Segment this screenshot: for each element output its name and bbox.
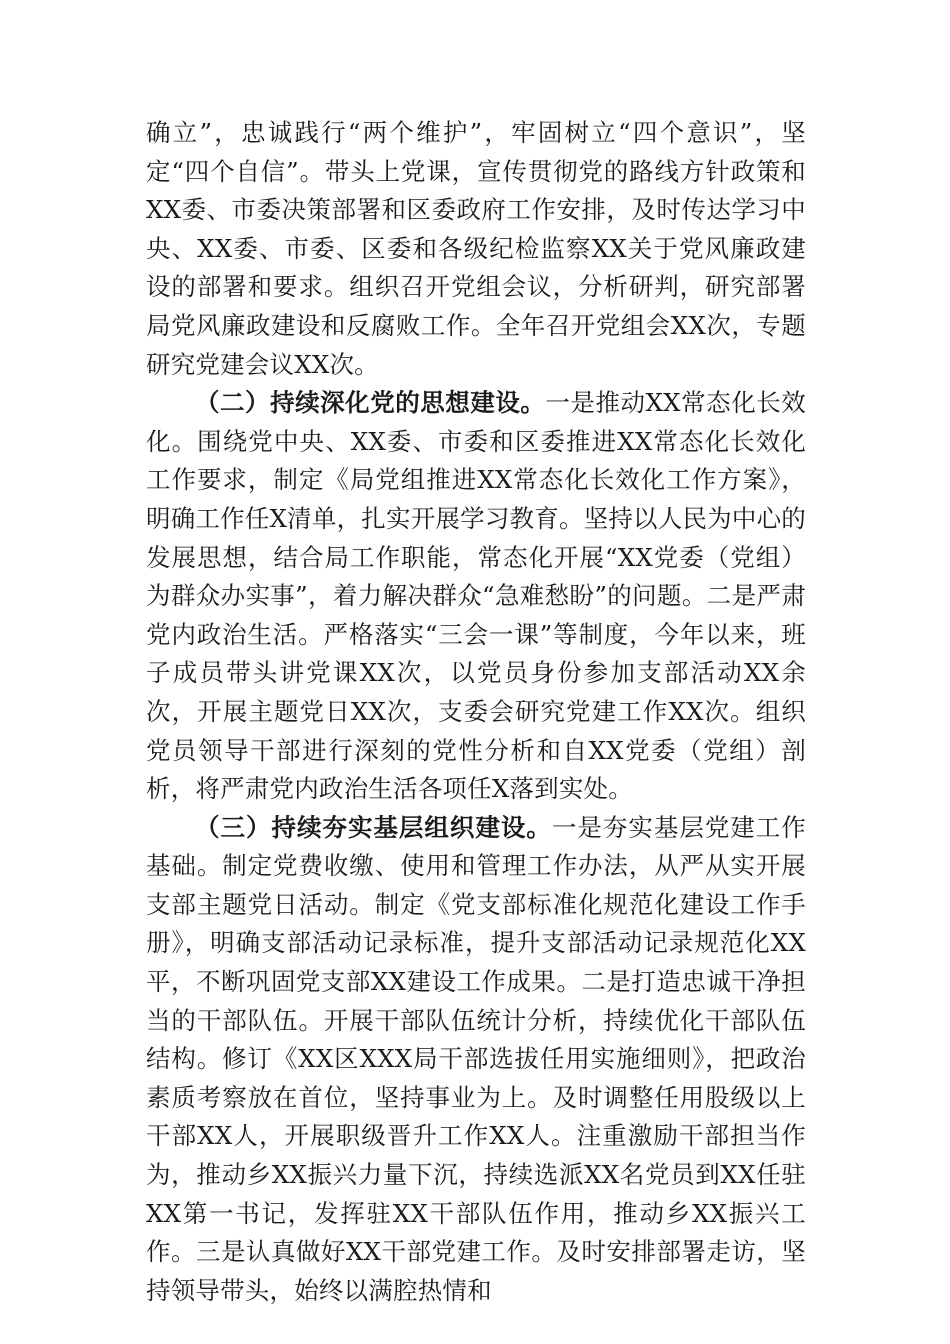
paragraph-text: 一是推动XX常态化长效化。围绕党中央、XX委、市委和区委推进XX常态化长效化工作要求，制定《局党组推进XX常态化长效化工作方案》，明确工作任X清单，扎实开展学习教育。坚持以人民为中心的发展思想，结合局工作职能，常态化开展“XX党委（党组）为群众办实事”，着力解决群众“急难愁盼”的问题。二是严肃党内政治生活。严格落实“三会一课”等制度，今年以来，班子成员带头讲党课XX次，以党员身份参加支部活动XX余次，开展主题党日XX次，支委会研究党建工作XX次。组织党员领导干部进行深刻的党性分析和自XX党委（党组）剖析，将严肃党内政治生活各项任X落到实处。 bbox=[146, 388, 806, 804]
section-heading: （三）持续夯实基层组织建设。 bbox=[195, 812, 552, 842]
paragraph-section-three bbox=[146, 809, 806, 1311]
paragraph-text: 确立”，忠诚践行“两个维护”，牢固树立“四个意识”，坚定“四个自信”。带头上党课，宣传贯彻党的路线方针政策和XX委、市委决策部署和区委政府工作安排，及时传达学习中央、XX委、市委、区委和各级纪检监察XX关于党风廉政建设的部署和要求。组织召开党组会议，分析研判，研究部署局党风廉政建设和反腐败工作。全年召开党组会XX次，专题研究党建会议XX次。 bbox=[146, 118, 806, 379]
document-body bbox=[146, 114, 806, 1310]
paragraph-section-two bbox=[146, 384, 806, 809]
section-heading: （二）持续深化党的思想建设。 bbox=[195, 388, 546, 418]
paragraph-text: 一是夯实基层党建工作基础。制定党费收缴、使用和管理工作办法，从严从实开展支部主题党日活动。制定《党支部标准化规范化建设工作手册》，明确支部活动记录标准，提升支部活动记录规范化XX平，不断巩固党支部XX建设工作成果。二是打造忠诚干净担当的干部队伍。开展干部队伍统计分析，持续优化干部队伍结构。修订《XX区XXX局干部选拔任用实施细则》，把政治素质考察放在首位，坚持事业为上。及时调整任用股级以上干部XX人，开展职级晋升工作XX人。注重激励干部担当作为，推动乡XX振兴力量下沉，持续选派XX名党员到XX任驻XX第一书记，发挥驻XX干部队伍作用，推动乡XX振兴工作。三是认真做好XX干部党建工作。及时安排部署走访，坚持领导带头，始终以满腔热情和 bbox=[146, 812, 806, 1305]
paragraph-continuation bbox=[146, 114, 806, 384]
